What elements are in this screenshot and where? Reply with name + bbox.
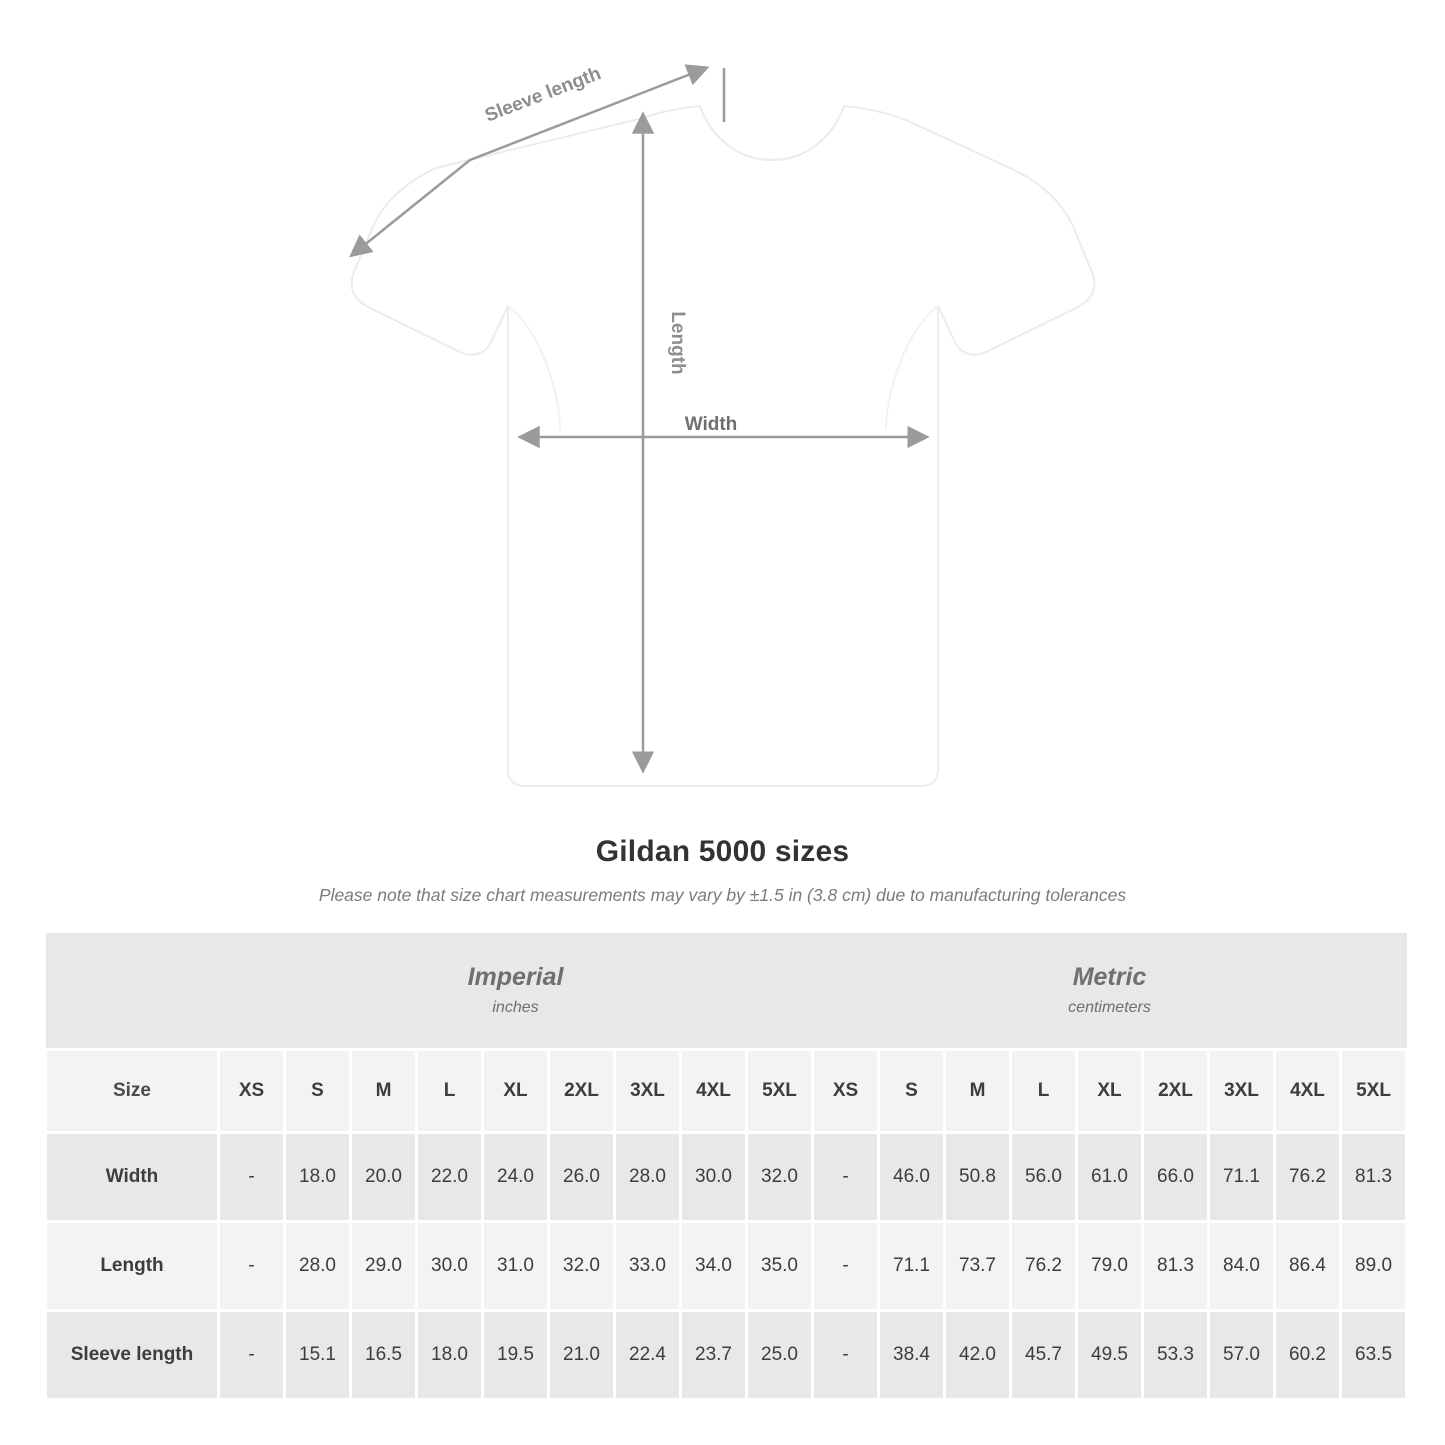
cell-sleeve-length-metric-3xl: 57.0 bbox=[1209, 1311, 1275, 1400]
size-column-header-3xl-metric: 3XL bbox=[1209, 1050, 1275, 1133]
unit-header-spacer bbox=[46, 933, 219, 1050]
cell-length-metric-s: 71.1 bbox=[879, 1222, 945, 1311]
unit-header-row bbox=[46, 933, 1407, 1050]
size-column-header-2xl-metric: 2XL bbox=[1143, 1050, 1209, 1133]
cell-length-metric-5xl: 89.0 bbox=[1341, 1222, 1407, 1311]
size-column-header-4xl-imperial: 4XL bbox=[681, 1050, 747, 1133]
table-row bbox=[46, 1311, 1407, 1400]
cell-length-metric-xs: - bbox=[813, 1222, 879, 1311]
unit-group-name: Metric bbox=[1072, 962, 1147, 991]
cell-length-imperial-m: 29.0 bbox=[351, 1222, 417, 1311]
cell-sleeve-length-metric-xs: - bbox=[813, 1311, 879, 1400]
cell-width-metric-m: 50.8 bbox=[945, 1133, 1011, 1222]
cell-width-imperial-xs: - bbox=[219, 1133, 285, 1222]
size-column-header-xl-imperial: XL bbox=[483, 1050, 549, 1133]
cell-width-metric-5xl: 81.3 bbox=[1341, 1133, 1407, 1222]
width-label: Width bbox=[684, 414, 738, 435]
size-header-row bbox=[46, 1050, 1407, 1133]
size-column-header-m-metric: M bbox=[945, 1050, 1011, 1133]
row-label-width: Width bbox=[46, 1133, 219, 1222]
cell-sleeve-length-imperial-4xl: 23.7 bbox=[681, 1311, 747, 1400]
cell-width-imperial-4xl: 30.0 bbox=[681, 1133, 747, 1222]
length-label: Length bbox=[667, 311, 688, 375]
size-column-header-5xl-imperial: 5XL bbox=[747, 1050, 813, 1133]
cell-sleeve-length-imperial-5xl: 25.0 bbox=[747, 1311, 813, 1400]
cell-sleeve-length-imperial-m: 16.5 bbox=[351, 1311, 417, 1400]
cell-width-imperial-3xl: 28.0 bbox=[615, 1133, 681, 1222]
cell-width-metric-s: 46.0 bbox=[879, 1133, 945, 1222]
size-column-header-xl-metric: XL bbox=[1077, 1050, 1143, 1133]
cell-width-metric-2xl: 66.0 bbox=[1143, 1133, 1209, 1222]
cell-length-metric-l: 76.2 bbox=[1011, 1222, 1077, 1311]
cell-width-metric-xl: 61.0 bbox=[1077, 1133, 1143, 1222]
cell-width-imperial-5xl: 32.0 bbox=[747, 1133, 813, 1222]
size-table-wrapper bbox=[44, 933, 1401, 1401]
cell-sleeve-length-metric-l: 45.7 bbox=[1011, 1311, 1077, 1400]
title-block bbox=[0, 835, 1445, 906]
row-label-length: Length bbox=[46, 1222, 219, 1311]
cell-width-imperial-xl: 24.0 bbox=[483, 1133, 549, 1222]
cell-sleeve-length-imperial-2xl: 21.0 bbox=[549, 1311, 615, 1400]
unit-group-sub: inches bbox=[492, 999, 539, 1017]
unit-group-metric bbox=[813, 933, 1407, 1050]
cell-length-metric-3xl: 84.0 bbox=[1209, 1222, 1275, 1311]
cell-length-imperial-3xl: 33.0 bbox=[615, 1222, 681, 1311]
unit-group-imperial bbox=[219, 933, 813, 1050]
cell-width-imperial-l: 22.0 bbox=[417, 1133, 483, 1222]
cell-width-imperial-m: 20.0 bbox=[351, 1133, 417, 1222]
cell-sleeve-length-metric-xl: 49.5 bbox=[1077, 1311, 1143, 1400]
cell-width-imperial-2xl: 26.0 bbox=[549, 1133, 615, 1222]
cell-sleeve-length-imperial-xl: 19.5 bbox=[483, 1311, 549, 1400]
cell-length-imperial-5xl: 35.0 bbox=[747, 1222, 813, 1311]
table-row bbox=[46, 1222, 1407, 1311]
cell-width-metric-4xl: 76.2 bbox=[1275, 1133, 1341, 1222]
table-row bbox=[46, 1133, 1407, 1222]
cell-length-metric-xl: 79.0 bbox=[1077, 1222, 1143, 1311]
cell-length-imperial-2xl: 32.0 bbox=[549, 1222, 615, 1311]
cell-sleeve-length-imperial-xs: - bbox=[219, 1311, 285, 1400]
cell-length-imperial-4xl: 34.0 bbox=[681, 1222, 747, 1311]
cell-sleeve-length-metric-5xl: 63.5 bbox=[1341, 1311, 1407, 1400]
sleeve-length-label: Sleeve length bbox=[482, 63, 604, 127]
size-column-header-2xl-imperial: 2XL bbox=[549, 1050, 615, 1133]
size-column-header-3xl-imperial: 3XL bbox=[615, 1050, 681, 1133]
size-table bbox=[44, 933, 1408, 1401]
cell-sleeve-length-metric-2xl: 53.3 bbox=[1143, 1311, 1209, 1400]
row-label-sleeve-length: Sleeve length bbox=[46, 1311, 219, 1400]
size-column-header-l-imperial: L bbox=[417, 1050, 483, 1133]
size-column-header-m-imperial: M bbox=[351, 1050, 417, 1133]
tolerance-note: Please note that size chart measurements may vary by ±1.5 in (3.8 cm) due to manufacturing tolerances bbox=[318, 885, 1127, 905]
cell-length-metric-2xl: 81.3 bbox=[1143, 1222, 1209, 1311]
cell-length-metric-4xl: 86.4 bbox=[1275, 1222, 1341, 1311]
cell-length-metric-m: 73.7 bbox=[945, 1222, 1011, 1311]
cell-sleeve-length-imperial-l: 18.0 bbox=[417, 1311, 483, 1400]
cell-sleeve-length-metric-4xl: 60.2 bbox=[1275, 1311, 1341, 1400]
cell-length-imperial-xs: - bbox=[219, 1222, 285, 1311]
cell-width-metric-3xl: 71.1 bbox=[1209, 1133, 1275, 1222]
page-title: Gildan 5000 sizes bbox=[595, 835, 850, 868]
size-column-header-4xl-metric: 4XL bbox=[1275, 1050, 1341, 1133]
size-column-header-xs-metric: XS bbox=[813, 1050, 879, 1133]
size-column-header-xs-imperial: XS bbox=[219, 1050, 285, 1133]
cell-sleeve-length-metric-m: 42.0 bbox=[945, 1311, 1011, 1400]
unit-group-sub: centimeters bbox=[1068, 999, 1151, 1017]
cell-sleeve-length-imperial-s: 15.1 bbox=[285, 1311, 351, 1400]
cell-length-imperial-xl: 31.0 bbox=[483, 1222, 549, 1311]
size-column-header-5xl-metric: 5XL bbox=[1341, 1050, 1407, 1133]
cell-sleeve-length-imperial-3xl: 22.4 bbox=[615, 1311, 681, 1400]
cell-length-imperial-s: 28.0 bbox=[285, 1222, 351, 1311]
cell-sleeve-length-metric-s: 38.4 bbox=[879, 1311, 945, 1400]
cell-width-metric-l: 56.0 bbox=[1011, 1133, 1077, 1222]
cell-width-imperial-s: 18.0 bbox=[285, 1133, 351, 1222]
size-column-header-s-metric: S bbox=[879, 1050, 945, 1133]
size-column-header-l-metric: L bbox=[1011, 1050, 1077, 1133]
size-header-label: Size bbox=[46, 1050, 219, 1133]
cell-width-metric-xs: - bbox=[813, 1133, 879, 1222]
size-column-header-s-imperial: S bbox=[285, 1050, 351, 1133]
cell-length-imperial-l: 30.0 bbox=[417, 1222, 483, 1311]
unit-group-name: Imperial bbox=[467, 962, 564, 991]
tshirt-shape bbox=[352, 106, 1095, 786]
